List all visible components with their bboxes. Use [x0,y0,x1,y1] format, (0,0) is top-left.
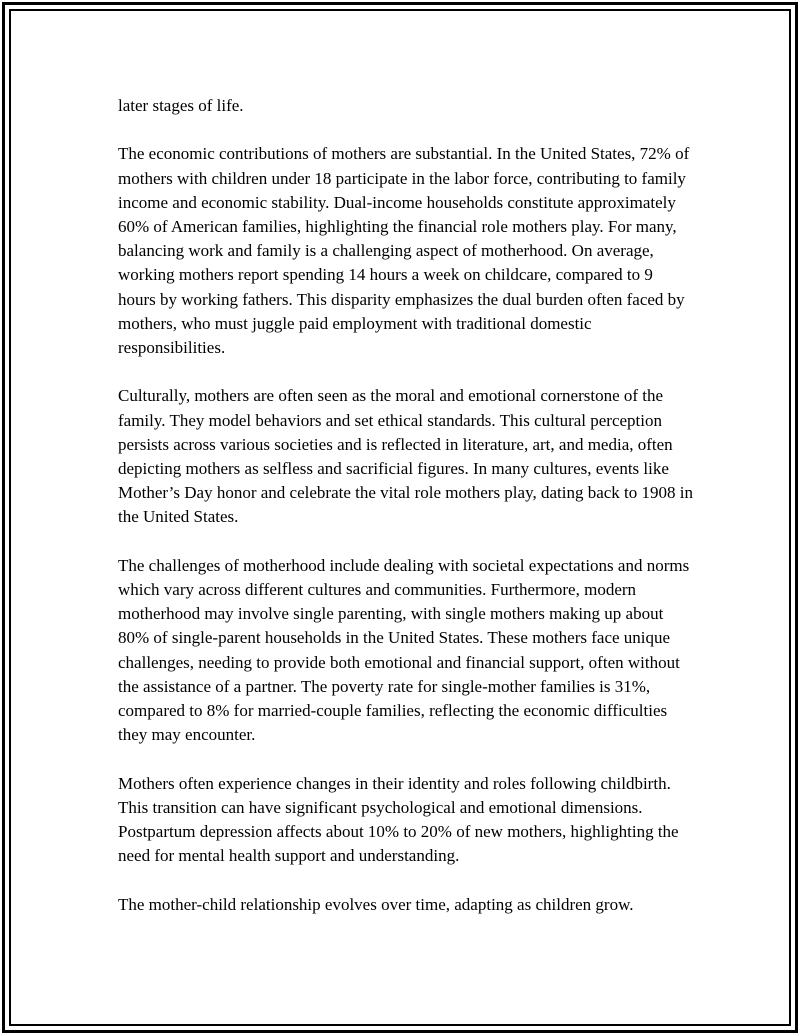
paragraph-continuation: later stages of life. [118,96,244,115]
paragraph-economic-contributions: The economic contributions of mothers are substantial. In the United States, 72% of mothers with children under 18 participate in the labor force, contributing to family income and economic stability. Dual-income households constitute approximately 60% of American families, highlighting the financial role mothers play. For many, balancing work and family is a challenging aspect of motherhood. On average, working mothers report spending 14 hours a week on childcare, compared to 9 hours by working fathers. This disparity emphasizes the dual burden often faced by mothers, who must juggle paid employment with traditional domestic responsibilities. [118,144,690,358]
paragraph-challenges: The challenges of motherhood include dealing with societal expectations and norms which vary across different cultures and communities. Furthermore, modern motherhood may involve single parenting, with single mothers making up about 80% of single-parent households in the United States. These mothers face unique challenges, needing to provide both emotional and financial support, often without the assistance of a partner. The poverty rate for single-mother families is 31%, compared to 8% for married-couple families, reflecting the economic difficulties they may encounter. [118,555,690,745]
document-body [118,94,693,941]
paragraph-identity-changes: Mothers often experience changes in their identity and roles following childbirth. This transition can have significant psychological and emotional dimensions. Postpartum depression affects about 10% to 20% of new mothers, highlighting the need for mental health support and understanding. [118,773,679,866]
paragraph-cultural-role: Culturally, mothers are often seen as the moral and emotional cornerstone of the family. They model behaviors and set ethical standards. This cultural perception persists across various societies and is reflected in literature, art, and media, often depicting mothers as selfless and sacrificial figures. In many cultures, events like Mother’s Day honor and celebrate the vital role mothers play, dating back to 1908 in the United States. [118,386,694,527]
paragraph-relationship: The mother-child relationship evolves over time, adapting as children grow. [118,894,634,914]
